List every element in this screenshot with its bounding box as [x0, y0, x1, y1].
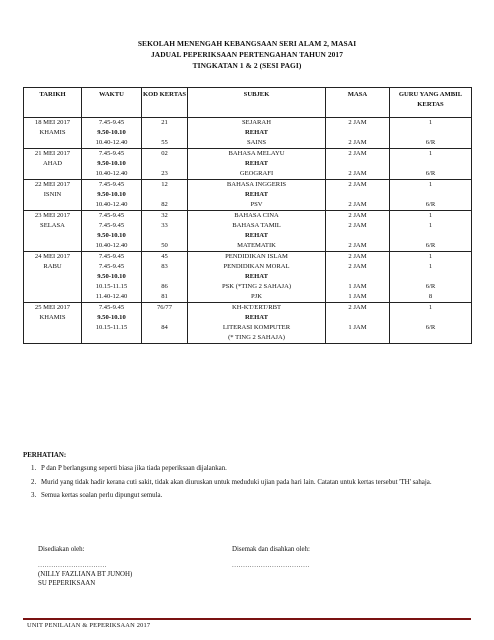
- cell-guru: 6/R: [390, 138, 472, 149]
- cell-kod: [142, 231, 188, 241]
- cell-tarikh: 25 MEI 2017: [24, 303, 82, 314]
- cell-kod: [142, 313, 188, 323]
- cell-subjek: BAHASA INGGERIS: [188, 180, 326, 191]
- cell-subjek: REHAT: [188, 272, 326, 282]
- prepared-by-name: (NILLY FAZLIANA BT JUNOH): [38, 571, 133, 578]
- cell-tarikh: 24 MEI 2017: [24, 252, 82, 263]
- table-row: [24, 221, 472, 231]
- cell-waktu: 9.50-10.10: [82, 231, 142, 241]
- cell-waktu: 7.45-9.45: [82, 211, 142, 222]
- note-item: [23, 464, 473, 474]
- note-text: Murid yang tidak hadir kerana cuti sakit, tidak akan diuruskan untuk meduduki ujian pada hari lain. Catatan untuk kertas tersebut 'TH' sahaja.: [41, 478, 432, 486]
- cell-masa: [326, 231, 390, 241]
- cell-tarikh: SELASA: [24, 221, 82, 231]
- form-session: TINGKATAN 1 & 2 (SESI PAGI): [192, 61, 302, 70]
- col-header-subjek: SUBJEK: [188, 88, 326, 118]
- cell-kod: [142, 159, 188, 169]
- cell-kod: 84: [142, 323, 188, 333]
- cell-guru: 8: [390, 292, 472, 303]
- cell-kod: 50: [142, 241, 188, 252]
- cell-guru: [390, 313, 472, 323]
- col-header-waktu: WAKTU: [82, 88, 142, 118]
- table-row: [24, 303, 472, 314]
- table-body: [24, 118, 472, 344]
- cell-kod: [142, 190, 188, 200]
- table-row: [24, 292, 472, 303]
- cell-subjek: REHAT: [188, 190, 326, 200]
- cell-waktu: 10.40-12.40: [82, 169, 142, 180]
- cell-guru: [390, 128, 472, 138]
- table-header-row: [24, 88, 472, 118]
- cell-subjek: PJK: [188, 292, 326, 303]
- cell-kod: 32: [142, 211, 188, 222]
- cell-subjek: BAHASA MELAYU: [188, 149, 326, 160]
- table-row: [24, 231, 472, 241]
- cell-masa: 2 JAM: [326, 200, 390, 211]
- table-row: [24, 282, 472, 292]
- cell-waktu: 10.40-12.40: [82, 200, 142, 211]
- cell-subjek: PSK (*TING 2 SAHAJA): [188, 282, 326, 292]
- table-row: [24, 190, 472, 200]
- cell-tarikh: RABU: [24, 262, 82, 272]
- cell-tarikh: [24, 231, 82, 241]
- cell-masa: [326, 333, 390, 344]
- table-row: [24, 262, 472, 272]
- cell-guru: 6/R: [390, 282, 472, 292]
- cell-kod: 45: [142, 252, 188, 263]
- cell-subjek: (* TING 2 SAHAJA): [188, 333, 326, 344]
- cell-subjek: REHAT: [188, 313, 326, 323]
- cell-guru: 6/R: [390, 169, 472, 180]
- cell-guru: [390, 333, 472, 344]
- cell-waktu: 7.45-9.45: [82, 149, 142, 160]
- cell-subjek: LITERASI KOMPUTER: [188, 323, 326, 333]
- cell-masa: 2 JAM: [326, 169, 390, 180]
- col-header-masa: MASA: [326, 88, 390, 118]
- cell-tarikh: [24, 292, 82, 303]
- table-row: [24, 180, 472, 191]
- cell-tarikh: [24, 200, 82, 211]
- note-number: 2.: [31, 478, 37, 486]
- verified-by-block: [232, 545, 310, 570]
- cell-masa: [326, 313, 390, 323]
- exam-schedule-table: [23, 87, 472, 344]
- cell-kod: [142, 333, 188, 344]
- school-name: SEKOLAH MENENGAH KEBANGSAAN SERI ALAM 2, MASAI: [137, 39, 357, 48]
- footer-text: UNIT PENILAIAN & PEPERIKSAAN 2017: [27, 622, 151, 629]
- cell-subjek: BAHASA CINA: [188, 211, 326, 222]
- cell-masa: 1 JAM: [326, 323, 390, 333]
- note-text: Semua kertas soalan perlu dipungut semula.: [41, 492, 163, 499]
- cell-subjek: REHAT: [188, 128, 326, 138]
- cell-waktu: 9.50-10.10: [82, 128, 142, 138]
- cell-waktu: 9.50-10.10: [82, 190, 142, 200]
- cell-kod: 76/77: [142, 303, 188, 314]
- table-row: [24, 323, 472, 333]
- cell-masa: 2 JAM: [326, 262, 390, 272]
- cell-tarikh: [24, 241, 82, 252]
- cell-subjek: KH-KT/ERT/RBT: [188, 303, 326, 314]
- cell-kod: [142, 272, 188, 282]
- col-header-guru: GURU YANG AMBIL KERTAS: [390, 88, 472, 118]
- cell-waktu: 7.45-9.45: [82, 252, 142, 263]
- cell-subjek: BAHASA TAMIL: [188, 221, 326, 231]
- cell-masa: 1 JAM: [326, 292, 390, 303]
- cell-masa: 2 JAM: [326, 180, 390, 191]
- cell-guru: 1: [390, 211, 472, 222]
- cell-waktu: [82, 333, 142, 344]
- table-row: [24, 149, 472, 160]
- cell-masa: 2 JAM: [326, 241, 390, 252]
- cell-guru: 6/R: [390, 241, 472, 252]
- cell-kod: 23: [142, 169, 188, 180]
- cell-kod: [142, 128, 188, 138]
- prepared-by-role: SU PEPERIKSAAN: [38, 580, 96, 587]
- cell-subjek: SEJARAH: [188, 118, 326, 129]
- cell-masa: [326, 272, 390, 282]
- table-row: [24, 118, 472, 129]
- col-header-kod: KOD KERTAS: [142, 88, 188, 118]
- cell-subjek: MATEMATIK: [188, 241, 326, 252]
- cell-tarikh: KHAMIS: [24, 313, 82, 323]
- table-row: [24, 128, 472, 138]
- cell-tarikh: [24, 282, 82, 292]
- cell-tarikh: AHAD: [24, 159, 82, 169]
- cell-waktu: 10.40-12.40: [82, 241, 142, 252]
- cell-waktu: 7.45-9.45: [82, 262, 142, 272]
- cell-guru: 1: [390, 303, 472, 314]
- table-row: [24, 333, 472, 344]
- cell-masa: 1 JAM: [326, 282, 390, 292]
- schedule-title: JADUAL PEPERIKSAAN PERTENGAHAN TAHUN 2017: [150, 50, 344, 59]
- cell-guru: 1: [390, 149, 472, 160]
- cell-guru: 1: [390, 118, 472, 129]
- cell-masa: [326, 159, 390, 169]
- cell-waktu: 7.45-9.45: [82, 118, 142, 129]
- table-row: [24, 313, 472, 323]
- cell-guru: [390, 190, 472, 200]
- cell-kod: 12: [142, 180, 188, 191]
- cell-subjek: REHAT: [188, 231, 326, 241]
- cell-waktu: 10.15-11.15: [82, 282, 142, 292]
- cell-tarikh: [24, 138, 82, 149]
- prepared-by-signature-line: ...............................: [38, 562, 107, 569]
- cell-guru: [390, 231, 472, 241]
- note-item: [23, 478, 473, 488]
- cell-tarikh: [24, 333, 82, 344]
- cell-subjek: PSV: [188, 200, 326, 211]
- cell-guru: 1: [390, 262, 472, 272]
- cell-masa: 2 JAM: [326, 118, 390, 129]
- cell-tarikh: [24, 169, 82, 180]
- table-row: [24, 159, 472, 169]
- cell-masa: [326, 190, 390, 200]
- cell-kod: 83: [142, 262, 188, 272]
- footer-rule: [23, 618, 471, 620]
- cell-waktu: 7.45-9.45: [82, 303, 142, 314]
- notes-section: [23, 452, 473, 505]
- cell-kod: 21: [142, 118, 188, 129]
- cell-tarikh: 23 MEI 2017: [24, 211, 82, 222]
- cell-kod: 81: [142, 292, 188, 303]
- cell-tarikh: [24, 272, 82, 282]
- cell-subjek: SAINS: [188, 138, 326, 149]
- notes-title: PERHATIAN:: [23, 452, 67, 459]
- cell-tarikh: 22 MEI 2017: [24, 180, 82, 191]
- cell-guru: 1: [390, 221, 472, 231]
- cell-waktu: 10.40-12.40: [82, 138, 142, 149]
- cell-subjek: PENDIDIKAN MORAL: [188, 262, 326, 272]
- verified-by-label: Disemak dan disahkan oleh:: [232, 546, 310, 553]
- cell-waktu: 7.45-9.45: [82, 221, 142, 231]
- cell-masa: 2 JAM: [326, 252, 390, 263]
- cell-subjek: REHAT: [188, 159, 326, 169]
- cell-tarikh: ISNIN: [24, 190, 82, 200]
- cell-subjek: PENDIDIKAN ISLAM: [188, 252, 326, 263]
- cell-kod: 33: [142, 221, 188, 231]
- cell-masa: 2 JAM: [326, 303, 390, 314]
- prepared-by-label: Disediakan oleh:: [38, 546, 85, 553]
- cell-kod: 02: [142, 149, 188, 160]
- note-item: [23, 491, 473, 501]
- cell-waktu: 7.45-9.45: [82, 180, 142, 191]
- cell-waktu: 9.50-10.10: [82, 313, 142, 323]
- verified-by-signature-line: ...................................: [232, 562, 310, 569]
- cell-tarikh: 21 MEI 2017: [24, 149, 82, 160]
- table-row: [24, 252, 472, 263]
- cell-tarikh: [24, 323, 82, 333]
- cell-guru: [390, 159, 472, 169]
- cell-guru: 6/R: [390, 323, 472, 333]
- cell-guru: 1: [390, 180, 472, 191]
- table-row: [24, 272, 472, 282]
- note-number: 1.: [31, 465, 37, 472]
- cell-waktu: 10.15-11.15: [82, 323, 142, 333]
- cell-waktu: 9.50-10.10: [82, 272, 142, 282]
- cell-masa: 2 JAM: [326, 149, 390, 160]
- cell-guru: 1: [390, 252, 472, 263]
- cell-masa: 2 JAM: [326, 221, 390, 231]
- table-row: [24, 169, 472, 180]
- cell-guru: [390, 272, 472, 282]
- cell-kod: 55: [142, 138, 188, 149]
- cell-masa: [326, 128, 390, 138]
- table-row: [24, 211, 472, 222]
- cell-waktu: 11.40-12.40: [82, 292, 142, 303]
- cell-subjek: GEOGRAFI: [188, 169, 326, 180]
- cell-guru: 6/R: [390, 200, 472, 211]
- cell-masa: 2 JAM: [326, 211, 390, 222]
- cell-kod: 82: [142, 200, 188, 211]
- cell-tarikh: KHAMIS: [24, 128, 82, 138]
- cell-tarikh: 18 MEI 2017: [24, 118, 82, 129]
- cell-waktu: 9.50-10.10: [82, 159, 142, 169]
- cell-kod: 86: [142, 282, 188, 292]
- table-row: [24, 200, 472, 211]
- note-text: P dan P berlangsung seperti biasa jika tiada peperiksaan dijalankan.: [41, 465, 227, 472]
- cell-masa: 2 JAM: [326, 138, 390, 149]
- col-header-tarikh: TARIKH: [24, 88, 82, 118]
- prepared-by-block: [38, 545, 132, 588]
- table-row: [24, 138, 472, 149]
- note-number: 3.: [31, 492, 37, 499]
- table-row: [24, 241, 472, 252]
